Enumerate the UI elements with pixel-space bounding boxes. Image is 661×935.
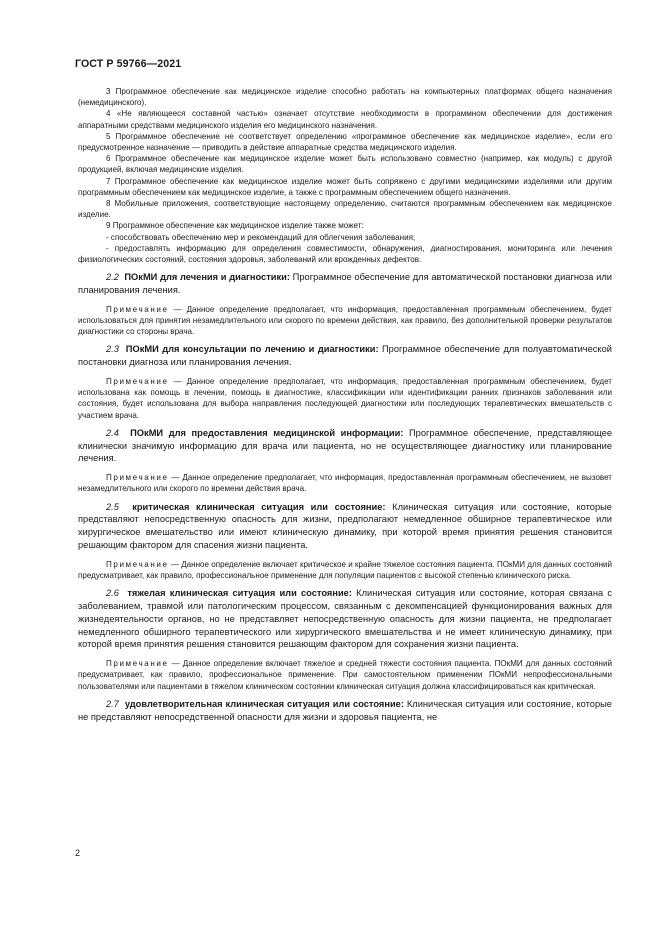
definition-text: Программное обеспечение для полуавтоматической постановки диагноза или планирования лечения. (78, 344, 612, 368)
note-text: — Данное определение включает критическое и крайне тяжелое состояния пациента. ПОкМИ для данных состояний предусматривает, как правило, профессиональное применение для популяции пациентов с высокой степенью клинического риска. (78, 559, 612, 581)
note-item-3: 3 Программное обеспечение как медицинское изделие способно работать на компьютерных платформах общего назначения (немедицинского). (78, 87, 612, 108)
page-number: 2 (75, 848, 81, 858)
clause-number: 2.4 (106, 427, 119, 438)
note-label: Примечание (106, 473, 169, 483)
definition-2-5 (78, 501, 612, 552)
note-item-6: 6 Программное обеспечение как медицинское изделие может быть использовано совместно (например, как модуль) с другой продукцией, включая медицинские изделия. (78, 154, 612, 175)
definition-text: Клиническая ситуация или состояние, которые не представляют непосредственной опасности для жизни и здоровья пациента, не (78, 698, 612, 722)
note-item-7: 7 Программное обеспечение как медицинское изделие может быть сопряжено с другими медицинскими изделиями или другим программным обеспечением как медицинское изделие, а также с программным обеспечением общего назначения. (78, 176, 612, 197)
definition-2-4 (78, 427, 612, 465)
definition-text: Клиническая ситуация или состояние, которая связана с заболеванием, травмой или патологическим процессом, связанным с декомпенсацией функционирования важных для жизнедеятельности органов, но не представляет непосредственную опасность для жизни пациента, не предполагает немедленного обширного терапевтического или хирургического вмешательства и не имеет клиническую динамику, при которой время принятия решения становится решающим фактором для сохранения жизни пациента. (78, 588, 612, 650)
note-text: — Данное определение предполагает, что информация, предоставленная программным обеспечением, не вызовет незамедлительного или скорого по времени действия врача. (78, 473, 612, 494)
term: ПОкМИ для предоставления медицинской информации: (130, 427, 404, 438)
note-item-4: 4 «Не являющееся составной частью» означает отсутствие необходимости в программном обеспечении для достижения аппаратными средствами медицинского изделия его медицинского назначения. (78, 109, 612, 130)
clause-number: 2.2 (106, 272, 119, 283)
standard-header: ГОСТ Р 59766—2021 (75, 58, 182, 70)
definition-text: Программное обеспечение, представляющее клинически значимую информацию для врача или пациента, но не осуществляющее диагностику или планирование лечения. (78, 427, 612, 464)
definition-2-2 (78, 271, 612, 297)
note-text: — Данное определение включает тяжелое и средней тяжести состояния пациента. ПОкМИ для данных состояний предусматривает, как правило, профессиональное применение. При самостоятельном применении ПОкМИ непрофессиональными пользователями или пациентами в тяжелом клиническом состоянии клиническая ситуация должна классифицироваться как критическая. (78, 659, 612, 691)
clause-number: 2.6 (106, 588, 119, 599)
note-item-8: 8 Мобильные приложения, соответствующие настоящему определению, считаются программным обеспечением как медицинское изделие. (78, 199, 612, 220)
note-text: — Данное определение предполагает, что информация, предоставленная программным обеспечением, будет использована как помощь в лечении, помощь в диагностике, классификации или идентификации ранних признаков заболевания или состояния, будет использована для выбора направления последующей диагностики или последующих терапевтических вмешательств с участием врача. (78, 377, 612, 420)
definition-2-3 (78, 343, 612, 369)
document-body (78, 86, 612, 723)
note-item-5: 5 Программное обеспечение не соответствует определению «программное обеспечение как медицинское изделие», если его предусмотренное назначение — приводить в действие аппаратные средства медицинского изделия. (78, 131, 612, 153)
clause-number: 2.7 (106, 698, 119, 709)
definition-text: Программное обеспечение для автоматической постановки диагноза или планирования лечения. (78, 272, 612, 296)
note-item-9-bullet-1: - способствовать обеспечению мер и рекомендаций для облегчения заболевания; (106, 232, 416, 242)
note-2-4 (78, 472, 612, 494)
note-2-6 (78, 658, 612, 692)
note-2-5 (78, 559, 612, 581)
term: ПОкМИ для консультации по лечению и диагностики: (125, 344, 379, 355)
term: удовлетворительная клиническая ситуация или состояние: (124, 698, 404, 709)
note-item-9: 9 Программное обеспечение как медицинское изделие также может: (106, 221, 364, 231)
definition-text: Клиническая ситуация или состояние, которые представляют непосредственную опасность для жизни, предполагают немедленное обширное терапевтическое или хирургическое вмешательство или имеют клиническую динамику, при которой время принятия решения становится решающим фактором для спасения жизни пациента. (78, 501, 612, 551)
note-label: Примечание (106, 377, 169, 387)
note-item-9-bullet-2: - предоставлять информацию для определения совместимости, обнаружения, диагностирования, мониторинга или лечения физиологических состояний, состояния здоровья, заболеваний или врожденных дефектов. (78, 243, 612, 265)
note-label: Примечание (106, 659, 169, 669)
note-label: Примечание (106, 304, 169, 314)
term: тяжелая клиническая ситуация или состояние: (127, 588, 352, 599)
term: ПОкМИ для лечения и диагностики: (124, 272, 290, 283)
note-2-3 (78, 376, 612, 421)
term: критическая клиническая ситуация или состояние: (132, 501, 386, 512)
definition-2-6 (78, 587, 612, 651)
clause-number: 2.5 (106, 501, 119, 512)
note-2-2 (78, 304, 612, 338)
note-label: Примечание (106, 559, 169, 569)
note-text: — Данное определение предполагает, что информация, предоставленная программным обеспечением, будет использоваться для принятия незамедлительного или скорого по времени действия, как правило, без дополнительной проверки результатов диагностики со стороны врача. (78, 304, 612, 337)
definition-2-7 (78, 698, 612, 724)
clause-number: 2.3 (106, 344, 119, 355)
